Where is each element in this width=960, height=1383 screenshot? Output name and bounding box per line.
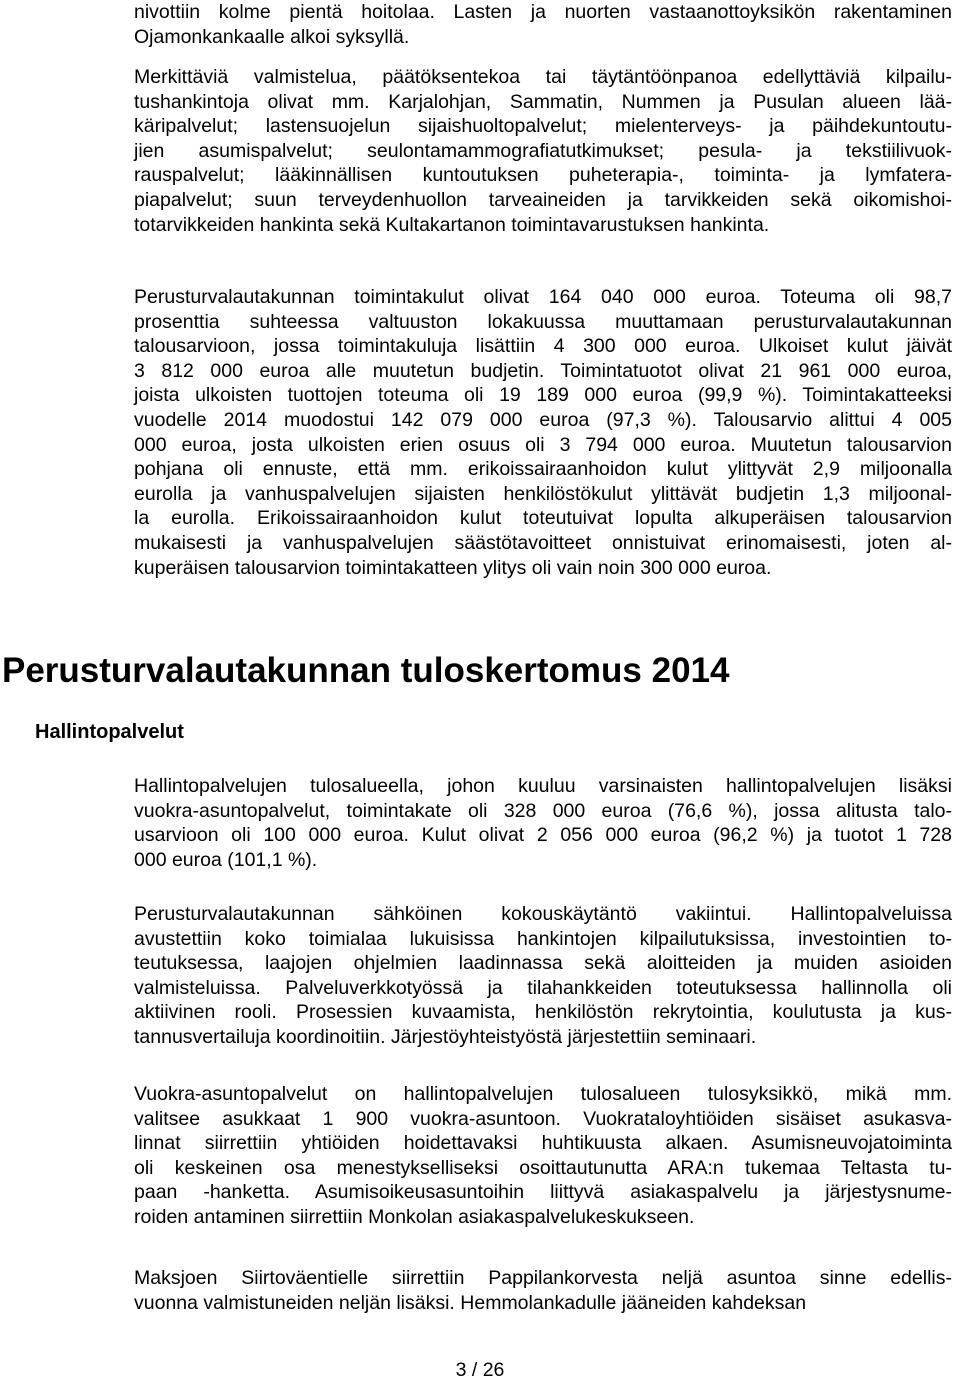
text-line: pohjana oli ennuste, että mm. erikoissairaanhoidon kulut ylittyvät 2,9 miljoonalla [134, 458, 952, 481]
text-line: tannusvertailuja koordinoitiin. Järjestöyhteistyöstä järjestettiin seminaari. [134, 1025, 757, 1048]
text-line: vuodelle 2014 muodostui 142 079 000 euroa (97,3 %). Talousarvio alittui 4 005 [134, 408, 952, 431]
text-line: Vuokra-asuntopalvelut on hallintopalvelujen tulosalueen tulosyksikkö, mikä mm. [134, 1083, 952, 1105]
text-line: Maksjoen Siirtoväentielle siirrettiin Pappilankorvesta neljä asuntoa sinne edellis- [134, 1267, 952, 1289]
text-line: avustettiin koko toimialaa lukuisissa hankintojen kilpailutuksissa, investointien to- [134, 927, 952, 950]
text-line: jien asumispalvelut; seulontamammografiatutkimukset; pesula- ja tekstiilivuok- [134, 139, 952, 162]
text-line: joista ulkoisten tuottojen toteuma oli 19 189 000 euroa (99,9 %). Toimintakatteeksi [134, 384, 952, 407]
text-line: vuonna valmistuneiden neljän lisäksi. Hemmolankadulle jääneiden kahdeksan [134, 1291, 807, 1314]
housing-paragraph [134, 1082, 952, 1230]
maksjoki-paragraph [134, 1266, 952, 1315]
text-line: prosenttia suhteessa valtuuston lokakuussa muuttamaan perusturvalautakunnan [134, 310, 952, 333]
budget-paragraph [134, 285, 952, 580]
admin-paragraph-2 [134, 902, 952, 1050]
text-line: talousarvioon, jossa toimintakuluja lisättiin 4 300 000 euroa. Ulkoiset kulut jäivät [134, 335, 952, 358]
text-line: tushankintoja olivat mm. Karjalohjan, Sammatin, Nummen ja Pusulan alueen lää- [134, 90, 952, 113]
text-line: piapalvelut; suun terveydenhuollon tarveaineiden ja tarvikkeiden sekä oikomishoi- [134, 188, 952, 211]
text-line: aktiivinen rooli. Prosessien kuvaamista, henkilöstön rekrytointia, koulutusta ja kus- [134, 1001, 952, 1024]
text-line: teutuksessa, laajojen ohjelmien laadinnassa sekä aloitteiden ja muiden asioiden [134, 952, 952, 975]
text-line: kuperäisen talousarvion toimintakatteen ylitys oli vain noin 300 000 euroa. [134, 556, 772, 579]
text-line: usarvioon oli 100 000 euroa. Kulut olivat 2 056 000 euroa (96,2 %) ja tuotot 1 728 [134, 824, 952, 847]
admin-paragraph-1 [134, 774, 952, 872]
page-number: 3 / 26 [455, 1359, 505, 1381]
text-line: valmisteluissa. Palveluverkkotyössä ja tilahankkeiden toteutuksessa hallinnolla oli [134, 976, 952, 999]
text-line: mukaisesti ja vanhuspalvelujen säästötavoitteet onnistuivat erinomaisesti, joten al- [134, 531, 952, 554]
section-heading: Hallintopalvelut [35, 721, 184, 743]
text-line: vuokra-asuntopalvelut, toimintakate oli 328 000 euroa (76,6 %), jossa alitusta talo- [134, 799, 952, 822]
text-line: eurolla ja vanhuspalvelujen sijaisten henkilöstökulut ylittävät budjetin 1,3 miljoonal- [134, 482, 952, 505]
text-line: Hallintopalvelujen tulosalueella, johon kuuluu varsinaisten hallintopalvelujen lisäksi [134, 775, 952, 797]
text-line: 000 euroa (101,1 %). [134, 848, 318, 871]
text-line: oli keskeinen osa menestykselliseksi osoittautunutta ARA:n tukemaa Teltasta tu- [134, 1156, 952, 1179]
procurement-paragraph [134, 65, 952, 237]
top-paragraph [134, 0, 952, 49]
text-line: rauspalvelut; lääkinnällisen kuntoutuksen puheterapia-, toiminta- ja lymfatera- [134, 164, 952, 187]
text-line: Merkittäviä valmistelua, päätöksentekoa tai täytäntöönpanoa edellyttäviä kilpailu- [134, 66, 952, 88]
text-line: käripalvelut; lastensuojelun sijaishuoltopalvelut; mielenterveys- ja päihdekuntoutu- [134, 115, 952, 138]
page-title: Perusturvalautakunnan tuloskertomus 2014 [2, 651, 730, 690]
text-line: totarvikkeiden hankinta sekä Kultakartanon toimintavarustuksen hankinta. [134, 213, 770, 236]
text-line: la eurolla. Erikoissairaanhoidon kulut toteutuivat lopulta alkuperäisen talousarvion [134, 507, 952, 530]
text-line: linnat siirrettiin yhtiöiden hoidettavaksi huhtikuusta alkaen. Asumisneuvojatoiminta [134, 1132, 952, 1155]
text-line: roiden antaminen siirrettiin Monkolan asiakaspalvelukeskukseen. [134, 1205, 695, 1228]
text-line: valitsee asukkaat 1 900 vuokra-asuntoon. Vuokrataloyhtiöiden sisäiset asukasva- [134, 1107, 952, 1130]
text-line: Ojamonkankaalle alkoi syksyllä. [134, 25, 410, 48]
text-line: Perusturvalautakunnan sähköinen kokouskäytäntö vakiintui. Hallintopalveluissa [134, 903, 952, 925]
text-line: 000 euroa, josta ulkoisten erien osuus oli 3 794 000 euroa. Muutetun talousarvion [134, 433, 952, 456]
text-line: paan -hanketta. Asumisoikeusasuntoihin liittyvä asiakaspalvelu ja järjestysnume- [134, 1181, 952, 1204]
text-line: nivottiin kolme pientä hoitolaa. Lasten ja nuorten vastaanottoyksikön rakentaminen [134, 1, 952, 23]
text-line: Perusturvalautakunnan toimintakulut olivat 164 040 000 euroa. Toteuma oli 98,7 [134, 286, 952, 308]
text-line: 3 812 000 euroa alle muutetun budjetin. Toimintatuotot olivat 21 961 000 euroa, [134, 359, 952, 382]
